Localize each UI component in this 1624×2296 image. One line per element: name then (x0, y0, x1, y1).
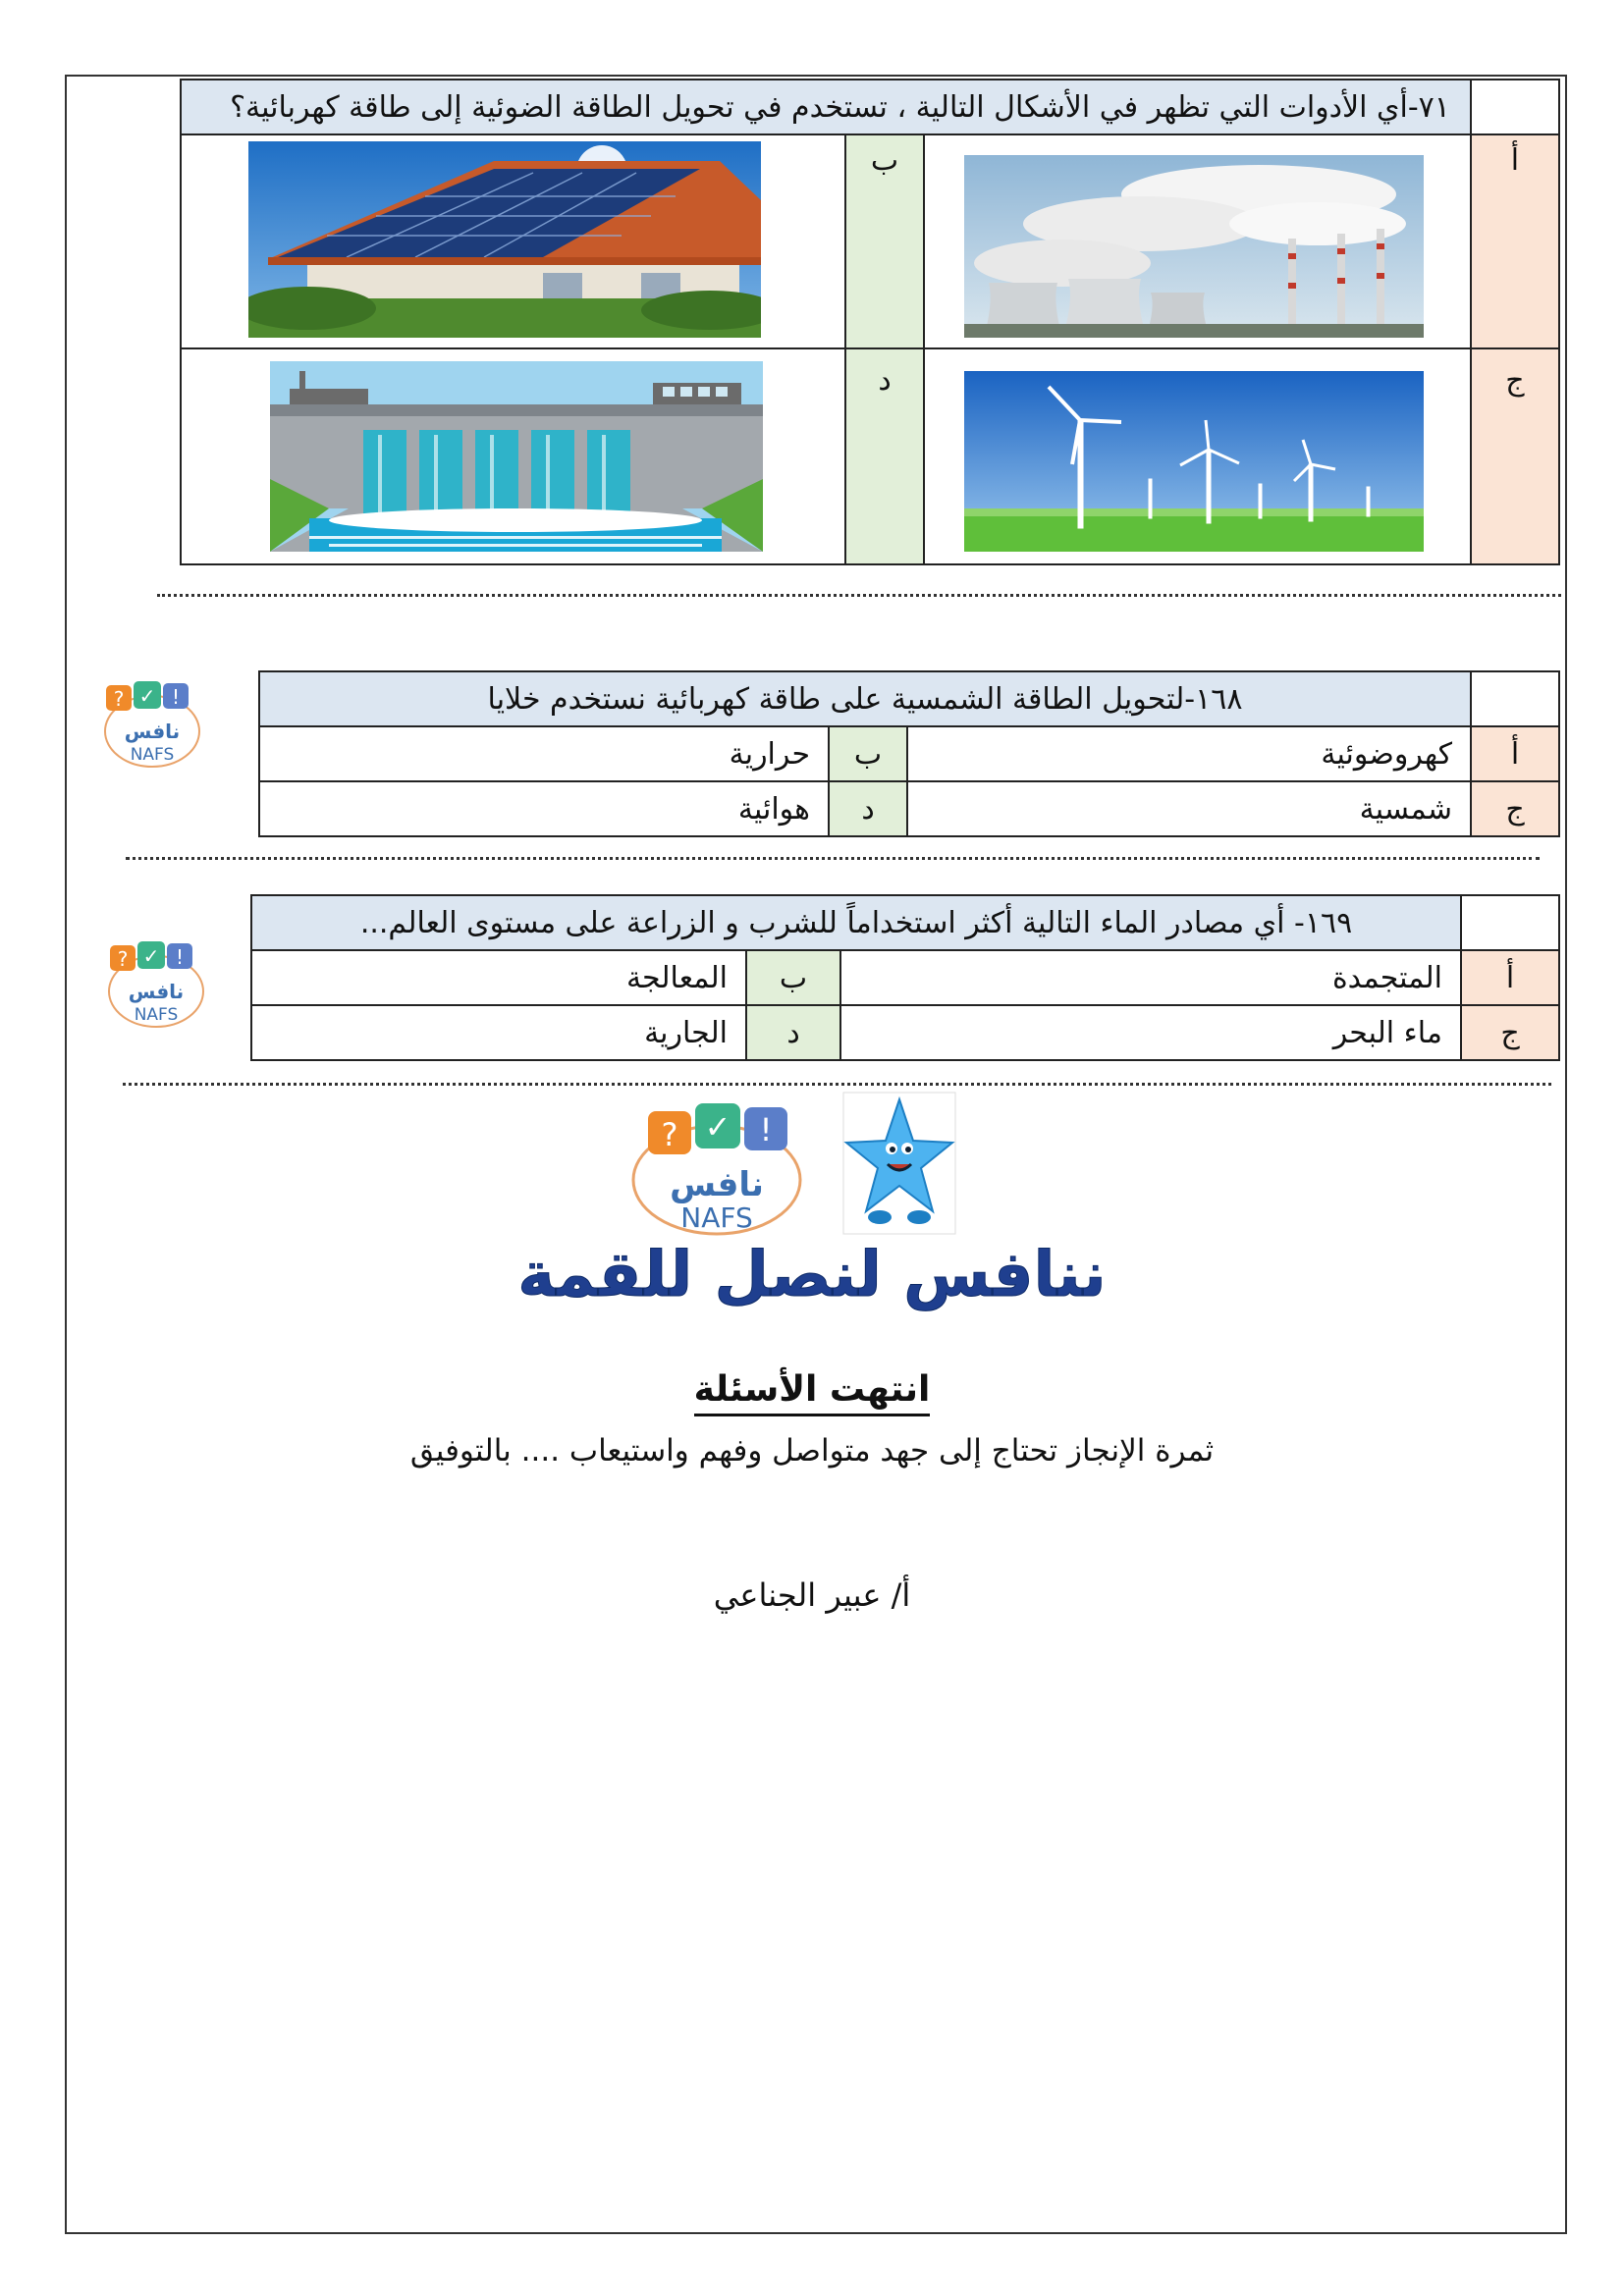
star-mascot-image (842, 1092, 956, 1235)
option-c-answer[interactable]: شمسية (907, 781, 1471, 836)
nafs-logo-arabic: نافس (124, 720, 181, 743)
option-c-image-cell[interactable] (924, 348, 1471, 564)
option-d-letter: د (845, 348, 924, 564)
option-b-letter: ب (829, 726, 907, 781)
option-c-letter: ج (1471, 348, 1559, 564)
question-1-text: ٧١-أي الأدوات التي تظهر في الأشكال التالية ، تستخدم في تحويل الطاقة الضوئية إلى طاقة كهربائية؟ (181, 80, 1471, 134)
svg-text:?: ? (113, 687, 125, 711)
svg-text:✓: ✓ (704, 1108, 731, 1146)
closing-message: ثمرة الإنجاز تحتاج إلى جهد متواصل وفهم واستيعاب .... بالتوفيق (409, 1433, 1215, 1468)
slogan: ننافس لنصل للقمة (517, 1239, 1107, 1311)
option-c-letter: ج (1471, 781, 1559, 836)
option-b-letter: ب (746, 950, 840, 1005)
nafs-logo-latin: NAFS (680, 1201, 753, 1234)
nafs-logo-large (619, 1092, 815, 1239)
hydro-dam-image (270, 361, 763, 552)
wind-turbines-image (964, 371, 1424, 552)
option-a-letter: أ (1471, 726, 1559, 781)
svg-text:✓: ✓ (138, 684, 156, 708)
option-a-letter: أ (1471, 134, 1559, 348)
question-2-text: ١٦٨-لتحويل الطاقة الشمسية على طاقة كهربائية نستخدم خلايا (259, 671, 1471, 726)
nafs-logo-latin: NAFS (134, 1005, 179, 1025)
svg-text:✓: ✓ (142, 944, 160, 968)
option-c-answer[interactable]: ماء البحر (840, 1005, 1461, 1060)
divider-2 (126, 857, 1540, 860)
option-d-letter: د (746, 1005, 840, 1060)
end-title: انتهت الأسئلة (694, 1369, 931, 1416)
nafs-logo-2 (102, 937, 210, 1031)
divider-1 (157, 594, 1561, 597)
nafs-logo-latin: NAFS (130, 745, 175, 765)
option-c-letter: ج (1461, 1005, 1559, 1060)
nafs-logo-arabic: نافس (128, 980, 185, 1003)
option-d-letter: د (829, 781, 907, 836)
svg-text:!: ! (175, 945, 185, 969)
svg-text:!: ! (171, 685, 181, 709)
option-a-letter: أ (1461, 950, 1559, 1005)
nafs-logo-1 (98, 677, 206, 771)
option-b-image-cell[interactable] (181, 134, 845, 348)
option-b-letter: ب (845, 134, 924, 348)
solar-panels-house-image (248, 141, 761, 338)
teacher-name: أ/ عبير الجناعي (713, 1576, 911, 1614)
question-3-table (250, 894, 1560, 1061)
svg-text:?: ? (117, 947, 129, 971)
nafs-logo-arabic: نافس (670, 1165, 764, 1204)
option-d-image-cell[interactable] (181, 348, 845, 564)
option-a-answer[interactable]: المتجمدة (840, 950, 1461, 1005)
option-d-answer[interactable]: هوائية (259, 781, 829, 836)
svg-text:?: ? (661, 1116, 678, 1153)
question-3-text: ١٦٩- أي مصادر الماء التالية أكثر استخداماً للشرب و الزراعة على مستوى العالم... (251, 895, 1461, 950)
option-d-answer[interactable]: الجارية (251, 1005, 746, 1060)
option-b-answer[interactable]: حرارية (259, 726, 829, 781)
question-1-table (180, 79, 1560, 565)
svg-text:!: ! (759, 1111, 773, 1148)
question-2-table (258, 670, 1560, 837)
divider-3 (123, 1083, 1551, 1086)
option-a-answer[interactable]: كهروضوئية (907, 726, 1471, 781)
power-plant-image (964, 155, 1424, 338)
option-b-answer[interactable]: المعالجة (251, 950, 746, 1005)
option-a-image-cell[interactable] (924, 134, 1471, 348)
